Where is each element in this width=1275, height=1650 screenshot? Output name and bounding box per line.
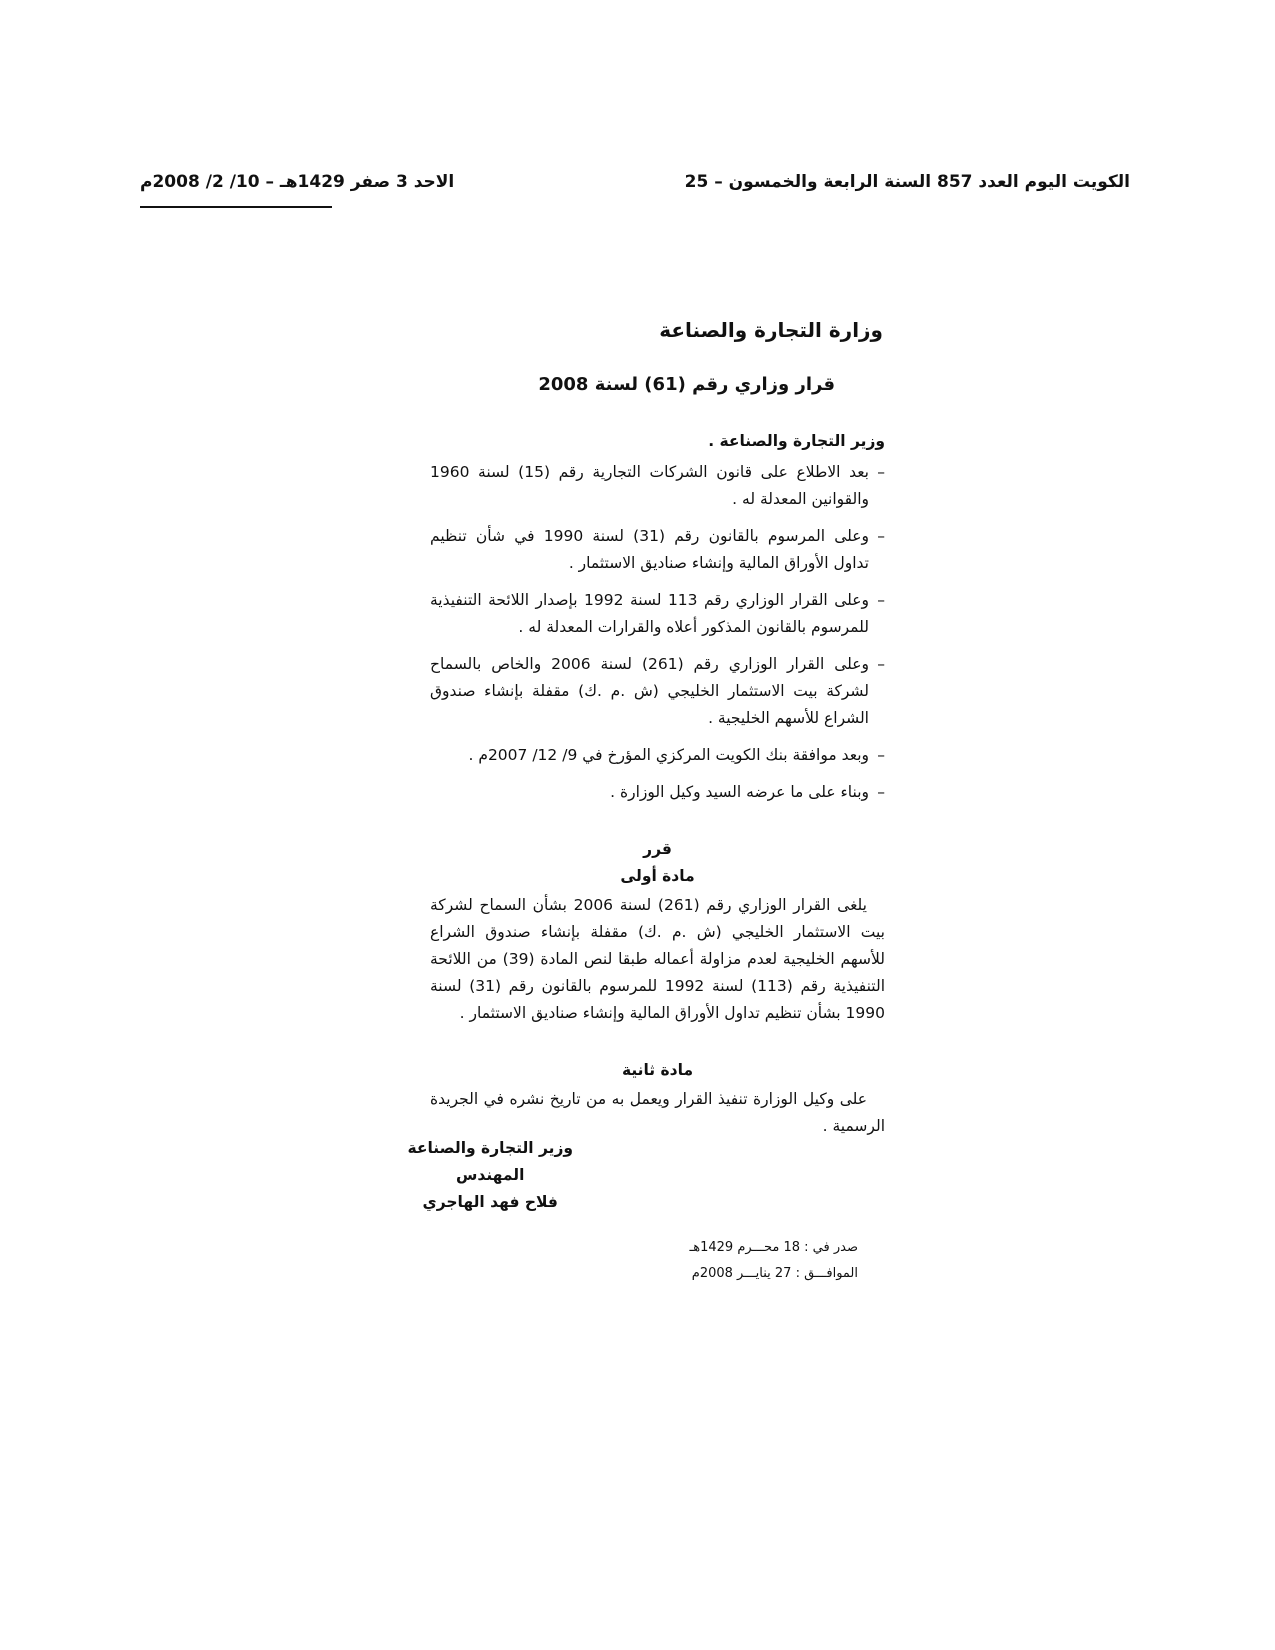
article-two-title: مادة ثانية — [621, 1061, 694, 1079]
decree-title: قرار وزاري رقم (61) لسنة 2008 — [538, 374, 835, 395]
article-two-text: على وكيل الوزارة تنفيذ القرار ويعمل به من تاريخ نشره في الجريدة الرسمية . — [430, 1090, 885, 1135]
signatory-position: وزير التجارة والصناعة — [407, 1139, 573, 1157]
issue-dates — [689, 1235, 858, 1287]
preamble-item: – بعد الاطلاع على قانون الشركات التجارية رقم (15) لسنة 1960 والقوانين المعدلة له . — [430, 459, 885, 513]
decree-body — [430, 428, 885, 1140]
ministry-title: وزارة التجارة والصناعة — [659, 318, 883, 342]
gazette-issue-info: الكويت اليوم العدد 857 السنة الرابعة والخمسون – 25 — [684, 172, 1130, 192]
page-header — [140, 172, 1130, 212]
preamble-list — [430, 459, 885, 806]
article-one-text: يلغى القرار الوزاري رقم (261) لسنة 2006 بشأن السماح لشركة بيت الاستثمار الخليجي (ش .م .ك) مقفلة بإنشاء صندوق الشراع للأسهم الخليجية لعدم مزاولة أعماله طبقا لنص المادة (39) من اللائحة التنفيذية رقم (113) لسنة 1992 للمرسوم بالقانون رقم (31) لسنة 1990 بشأن تنظيم تداول الأوراق المالية وإنشاء صناديق الاستثمار . — [430, 896, 886, 1022]
signature-block — [407, 1135, 573, 1216]
header-rule — [140, 206, 332, 208]
signatory-name: فلاح فهد الهاجري — [422, 1193, 558, 1211]
gazette-date: الاحد 3 صفر 1429هـ – 10/ 2/ 2008م — [140, 172, 455, 192]
issuer: وزير التجارة والصناعة . — [708, 432, 885, 450]
preamble-item: – وعلى القرار الوزاري رقم 113 لسنة 1992 بإصدار اللائحة التنفيذية للمرسوم بالقانون المذكور أعلاه والقرارات المعدلة له . — [430, 587, 885, 641]
issue-date-hijri: صدر في : 18 محـــرم 1429هـ — [689, 1240, 858, 1255]
decided-heading: قرر — [643, 840, 672, 858]
preamble-item: – وبعد موافقة بنك الكويت المركزي المؤرخ في 9/ 12/ 2007م . — [430, 742, 885, 769]
article-one-title: مادة أولى — [620, 867, 695, 885]
preamble-item: – وعلى المرسوم بالقانون رقم (31) لسنة 1990 في شأن تنظيم تداول الأوراق المالية وإنشاء صناديق الاستثمار . — [430, 523, 885, 577]
preamble-item: – وعلى القرار الوزاري رقم (261) لسنة 2006 والخاص بالسماح لشركة بيت الاستثمار الخليجي (ش .م .ك) مقفلة بإنشاء صندوق الشراع للأسهم الخليجية . — [430, 651, 885, 732]
preamble-item: – وبناء على ما عرضه السيد وكيل الوزارة . — [430, 779, 885, 806]
signatory-rank: المهندس — [456, 1166, 525, 1184]
issue-date-gregorian: الموافـــق : 27 ينايـــر 2008م — [691, 1266, 858, 1281]
